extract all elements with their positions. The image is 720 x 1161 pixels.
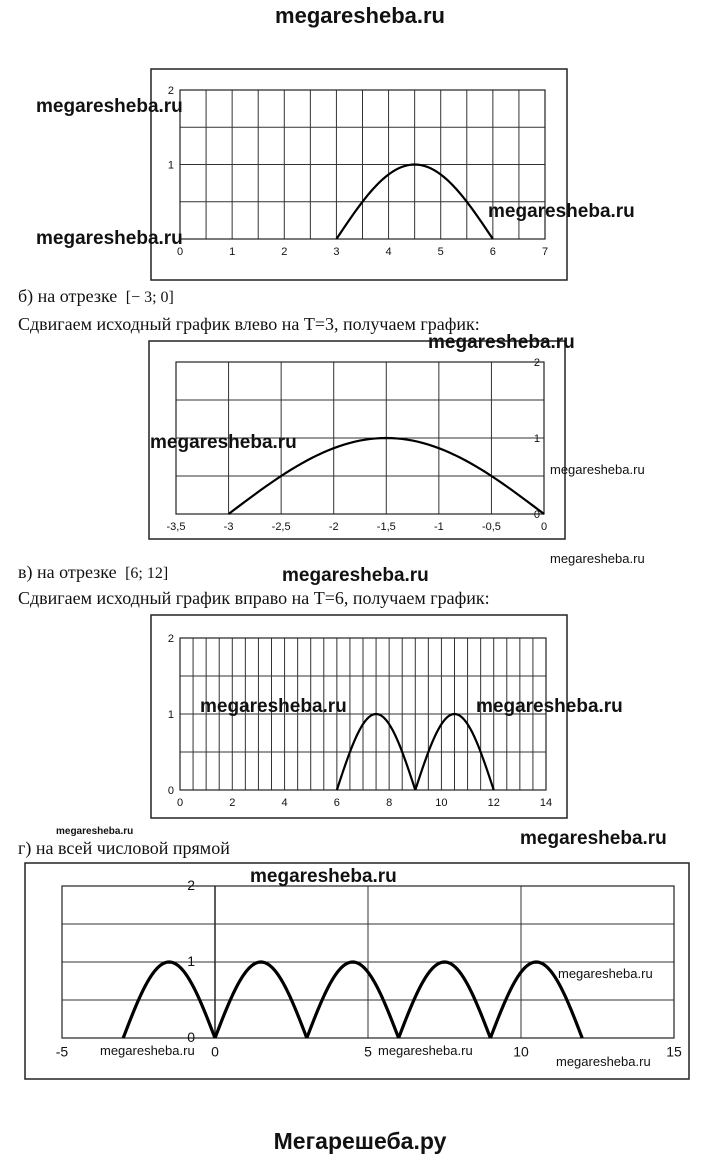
site-footer: Мегарешеба.ру [273, 1128, 447, 1154]
x-tick-label: 2 [229, 797, 236, 809]
section-v-interval: [6; 12] [125, 565, 169, 582]
x-tick-label: 0 [176, 246, 184, 258]
x-tick-label: 3 [333, 246, 340, 258]
x-tick-label: 1 [229, 246, 236, 258]
x-tick-label: 0 [540, 521, 548, 533]
section-v-text: в) на отрезке [18, 562, 117, 582]
section-g-label: г) на всей числовой прямой [18, 838, 230, 858]
x-tick-label: 0 [211, 1043, 219, 1060]
x-tick-label: -5 [55, 1043, 69, 1060]
y-tick-label: 2 [167, 633, 174, 645]
section-b-desc: Сдвигаем исходный график влево на T=3, получаем график: [18, 314, 480, 334]
x-tick-label: 14 [539, 797, 553, 809]
y-tick-label: 0 [167, 785, 174, 797]
y-tick-label: 1 [187, 953, 195, 969]
x-tick-label: -1 [433, 521, 444, 533]
y-tick-label: 0 [533, 509, 540, 521]
watermark-small: megaresheba.ru [100, 1043, 195, 1058]
watermark-small: megaresheba.ru [558, 966, 653, 981]
x-tick-label: 5 [364, 1043, 372, 1060]
section-b-text: б) на отрезке [18, 286, 118, 306]
watermark: megaresheba.ru [488, 201, 635, 222]
site-header: megaresheba.ru [275, 3, 445, 28]
x-tick-label: 4 [385, 246, 392, 258]
x-tick-label: 15 [666, 1043, 682, 1060]
watermark-small: megaresheba.ru [378, 1043, 473, 1058]
watermark-small: megaresheba.ru [556, 1054, 651, 1069]
chart-1 [150, 68, 568, 281]
x-tick-label: 6 [489, 246, 496, 258]
x-tick-label: 6 [333, 797, 340, 809]
section-v-desc: Сдвигаем исходный график вправо на T=6, получаем график: [18, 588, 490, 608]
y-tick-label: 2 [167, 85, 174, 97]
y-tick-label: 1 [167, 709, 174, 721]
chart-frame [151, 69, 567, 280]
watermark: megaresheba.ru [36, 96, 183, 117]
x-tick-label: 10 [513, 1043, 529, 1060]
watermark-small: megaresheba.ru [550, 551, 645, 566]
y-tick-label: 2 [187, 877, 195, 893]
x-tick-label: 10 [435, 797, 448, 809]
watermark: megaresheba.ru [520, 828, 667, 849]
x-tick-label: 8 [386, 797, 393, 809]
watermark: megaresheba.ru [36, 228, 183, 249]
watermark: megaresheba.ru [428, 332, 575, 353]
grid [62, 886, 674, 1038]
x-tick-label: -2,5 [271, 521, 291, 533]
watermark: megaresheba.ru [282, 565, 429, 586]
watermark: megaresheba.ru [476, 696, 623, 717]
y-tick-label: 1 [167, 159, 174, 172]
x-tick-label: 5 [437, 246, 444, 258]
section-b-label [18, 286, 174, 307]
x-tick-label: 0 [176, 797, 184, 809]
x-tick-label: -3,5 [166, 521, 186, 533]
watermark: megaresheba.ru [250, 866, 397, 887]
x-tick-label: -2 [328, 521, 339, 533]
watermark: megaresheba.ru [200, 696, 347, 717]
x-tick-label: 4 [281, 797, 288, 809]
y-tick-label: 1 [533, 433, 540, 445]
x-tick-label: 7 [541, 246, 549, 258]
x-tick-label: -1,5 [376, 521, 396, 533]
watermark: megaresheba.ru [150, 432, 297, 453]
y-tick-label: 0 [187, 1029, 195, 1045]
watermark-small: megaresheba.ru [56, 826, 134, 837]
section-v-label [18, 562, 168, 583]
y-tick-label: 2 [533, 357, 540, 369]
x-tick-label: 12 [487, 797, 500, 809]
x-tick-label: -0,5 [481, 521, 501, 533]
section-b-interval: [− 3; 0] [125, 289, 174, 306]
x-tick-label: 2 [281, 246, 288, 258]
watermark-small: megaresheba.ru [550, 462, 645, 477]
x-tick-label: -3 [223, 521, 234, 533]
